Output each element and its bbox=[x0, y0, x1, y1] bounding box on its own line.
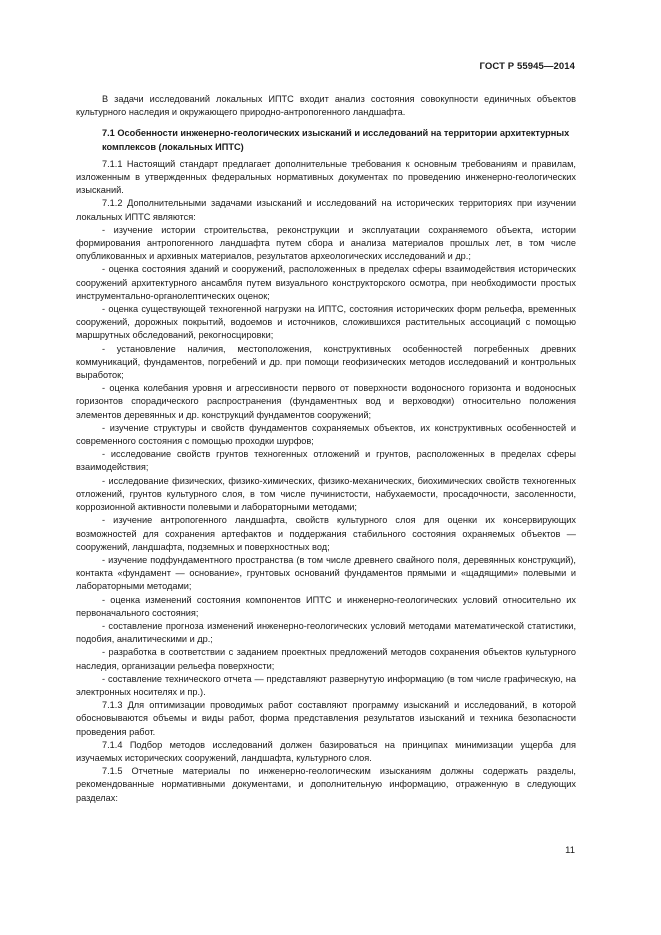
list-item: - исследование свойств грунтов техногенных отложений и грунтов, расположенных в пределах сферы взаимодействия; bbox=[76, 449, 576, 473]
list-item: - изучение антропогенного ландшафта, свойств культурного слоя для оценки их консервирующих возможностей для сохранения артефактов и поддержания стабильного состояния охраняемых объектов — сооружений, ландшафта, подземных и поверхностных вод; bbox=[76, 515, 576, 552]
section-heading bbox=[76, 127, 576, 153]
document-code: ГОСТ Р 55945—2014 bbox=[479, 61, 575, 72]
paragraph-7-1-4: 7.1.4 Подбор методов исследований должен базироваться на принципах минимизации ущерба для изучаемых исторических сооружений, ландшафта, культурного слоя. bbox=[76, 739, 576, 763]
list-item: - установление наличия, местоположения, конструктивных особенностей погребенных древних коммуникаций, фундаментов, погребений и др. при помощи геофизических методов исследований и контрольных выработок; bbox=[76, 343, 576, 381]
section-number-text: 7.1 bbox=[102, 128, 115, 139]
list-item: - оценка существующей техногенной нагрузки на ИПТС, состояния исторических форм рельефа, временных сооружений, дорожных покрытий, водоемов и источников, сложившихся растительных ассоциаций с помощью маршрутных обследований, рекогносцировки; bbox=[76, 304, 576, 341]
paragraph-7-1-5: 7.1.5 Отчетные материалы по инженерно-геологическим изысканиям должны содержать разделы, рекомендованные нормативными документами, и дополнительную информацию, отраженную в следующих разделах: bbox=[76, 766, 576, 803]
paragraph-7-1-3: 7.1.3 Для оптимизации проводимых работ составляют программу изысканий и исследований, в которой обосновываются объемы и виды работ, форма представления результатов изысканий и техника безопасности проведения работ. bbox=[76, 700, 576, 737]
paragraph-7-1-2: 7.1.2 Дополнительными задачами изысканий и исследований на исторических территориях при изучении локальных ИПТС являются: bbox=[76, 198, 576, 222]
list-item: - изучение подфундаментного пространства (в том числе древнего свайного поля, деревянных конструкций), контакта «фундамент — основание», грунтовых оснований фундаментов прямыми и «щадящими» полевыми и лабораторными методами; bbox=[76, 554, 576, 592]
section-title: Особенности инженерно-геологических изысканий и исследований на территории архитектурных комплексов (локальных ИПТС) bbox=[102, 128, 570, 152]
page-number: 11 bbox=[565, 845, 575, 856]
list-item: - изучение структуры и свойств фундаментов сохраняемых объектов, их конструктивных особенностей и современного состояния с помощью проходки шурфов; bbox=[76, 422, 576, 447]
list-item: - составление технического отчета — представляют развернутую информацию (в том числе графическую, на электронных носителях и пр.). bbox=[76, 673, 576, 697]
list-item: - составление прогноза изменений инженерно-геологических условий методами математической статистики, подобия, аналитическими и др.; bbox=[76, 620, 576, 645]
intro-paragraph: В задачи исследований локальных ИПТС входит анализ состояния совокупности единичных объектов культурного наследия и окружающего природно-антропогенного ландшафта. bbox=[76, 94, 576, 118]
list-item: - разработка в соответствии с заданием проектных предложений методов сохранения объектов культурного наследия, организации рельефа поверхности; bbox=[76, 647, 576, 671]
list-item: - оценка колебания уровня и агрессивности первого от поверхности водоносного горизонта и водоносных горизонтов спорадического распространения (фундаментных вод и верховодки) относительно положения элементов деревянных и др. конструкций фундаментов сооружений; bbox=[76, 383, 576, 420]
list-item: - оценка изменений состояния компонентов ИПТС и инженерно-геологических условий относительно их первоначального состояния; bbox=[76, 594, 576, 618]
list-item: - изучение истории строительства, реконструкции и эксплуатации сохраняемого объекта, истории формирования антропогенного ландшафта путем сбора и анализа материалов прошлых лет, в том числе опубликованных и архивных материалов, результатов археологических исследований и др.; bbox=[76, 224, 576, 262]
paragraph-7-1-1: 7.1.1 Настоящий стандарт предлагает дополнительные требования к основным требованиям и правилам, изложенным в утвержденных федеральных нормативных документах по проведению инженерно-геологических изысканий. bbox=[76, 158, 576, 196]
list-item: - исследование физических, физико-химических, физико-механических, биохимических свойств техногенных отложений, грунтов культурного слоя, в том числе пучинистости, набухаемости, просадочности, засоленности, коррозионной активности полевыми и лабораторными методами; bbox=[76, 475, 576, 513]
list-item: - оценка состояния зданий и сооружений, расположенных в пределах сферы взаимодействия исторических сооружений архитектурного ансамбля путем визуального конструкторского осмотра, при необходимости простых инструментально-органолептических оценок; bbox=[76, 264, 576, 301]
section-title-wrap bbox=[102, 127, 576, 153]
section-number bbox=[76, 127, 102, 153]
document-body bbox=[76, 93, 576, 805]
